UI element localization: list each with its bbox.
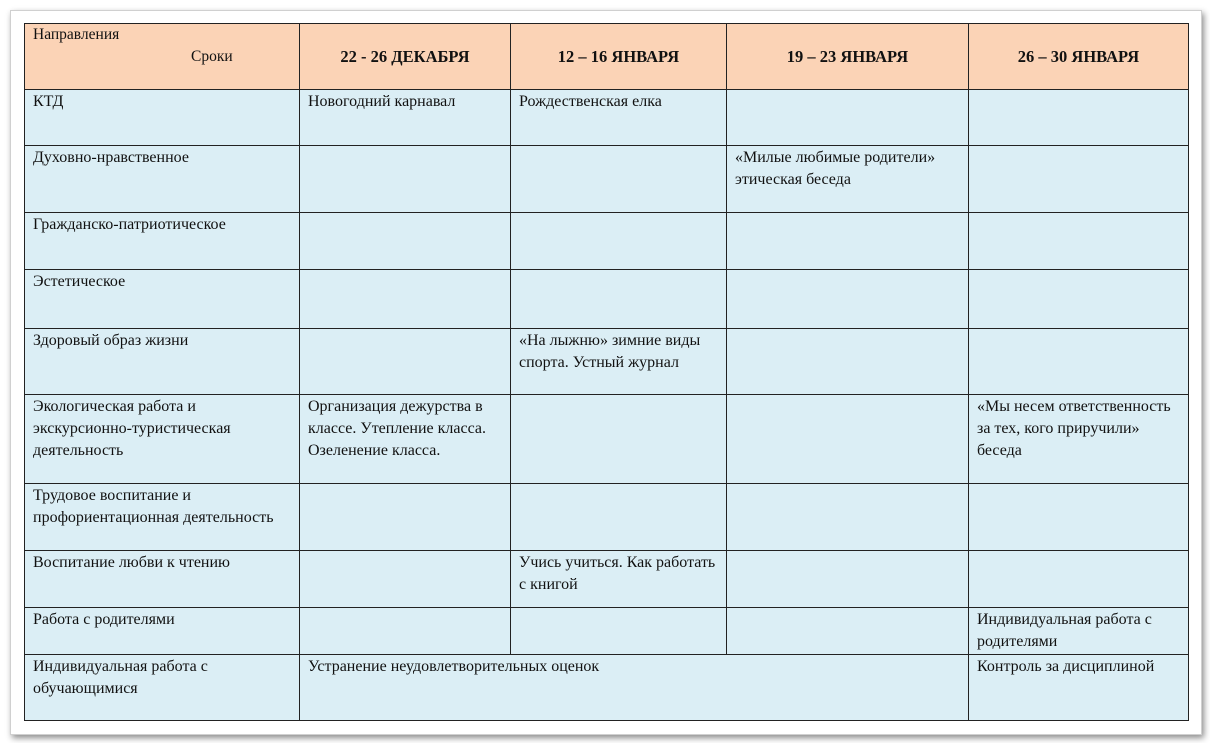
table-row [25,394,1189,483]
table-cell [727,394,969,483]
table-cell [300,484,511,551]
table-row [25,269,1189,328]
table-row [25,551,1189,607]
row-label: Гражданско-патриотическое [25,213,300,269]
directions-label: Направления [33,26,120,43]
table-cell [969,213,1189,269]
table-cell [511,146,727,213]
table-cell: «Милые любимые родители» этическая беседа [727,146,969,213]
row-label: Здоровый образ жизни [25,328,300,394]
merged-cell: Устранение неудовлетворительных оценок [300,654,969,720]
row-label: КТД [25,90,300,146]
table-cell [969,269,1189,328]
table-cell [300,607,511,654]
table-cell [727,607,969,654]
table-row [25,213,1189,269]
table-cell [300,551,511,607]
table-cell [969,484,1189,551]
table-header-row [25,24,1189,90]
table-cell: Организация дежурства в классе. Утепление класса. Озеленение класса. [300,394,511,483]
table-cell [727,90,969,146]
schedule-table [24,23,1189,721]
row-label: Эстетическое [25,269,300,328]
table-cell: «Мы несем ответственность за тех, кого приручили» беседа [969,394,1189,483]
corner-header-cell [25,24,300,90]
table-cell [727,269,969,328]
table-cell [969,146,1189,213]
table-cell [300,328,511,394]
row-label: Духовно-нравственное [25,146,300,213]
row-label: Работа с родителями [25,607,300,654]
row-label: Воспитание любви к чтению [25,551,300,607]
table-row [25,607,1189,654]
table-cell: Новогодний карнавал [300,90,511,146]
table-cell [969,551,1189,607]
column-header: 26 – 30 ЯНВАРЯ [969,24,1189,90]
terms-label: Сроки [191,48,233,65]
table-cell [300,269,511,328]
table-cell [300,146,511,213]
row-label: Трудовое воспитание и профориентационная деятельность [25,484,300,551]
table-cell: «На лыжню» зимние виды спорта. Устный журнал [511,328,727,394]
table-row [25,484,1189,551]
document-page [10,10,1202,735]
row-label: Индивидуальная работа с обучающимися [25,654,300,720]
table-cell: Учись учиться. Как работать с книгой [511,551,727,607]
column-header: 22 - 26 ДЕКАБРЯ [300,24,511,90]
table-cell [727,328,969,394]
table-cell [300,213,511,269]
table-row [25,146,1189,213]
row-label: Экологическая работа и экскурсионно-туристическая деятельность [25,394,300,483]
table-row [25,654,1189,720]
table-cell [511,213,727,269]
table-cell [511,269,727,328]
table-row [25,90,1189,146]
table-cell [727,551,969,607]
table-cell [511,484,727,551]
column-header: 12 – 16 ЯНВАРЯ [511,24,727,90]
table-row [25,328,1189,394]
table-cell [511,607,727,654]
table-cell: Индивидуальная работа с родителями [969,607,1189,654]
table-cell: Контроль за дисциплиной [969,654,1189,720]
table-cell [511,394,727,483]
column-header: 19 – 23 ЯНВАРЯ [727,24,969,90]
table-cell [727,213,969,269]
table-cell [969,328,1189,394]
table-cell [969,90,1189,146]
table-cell: Рождественская елка [511,90,727,146]
table-cell [727,484,969,551]
